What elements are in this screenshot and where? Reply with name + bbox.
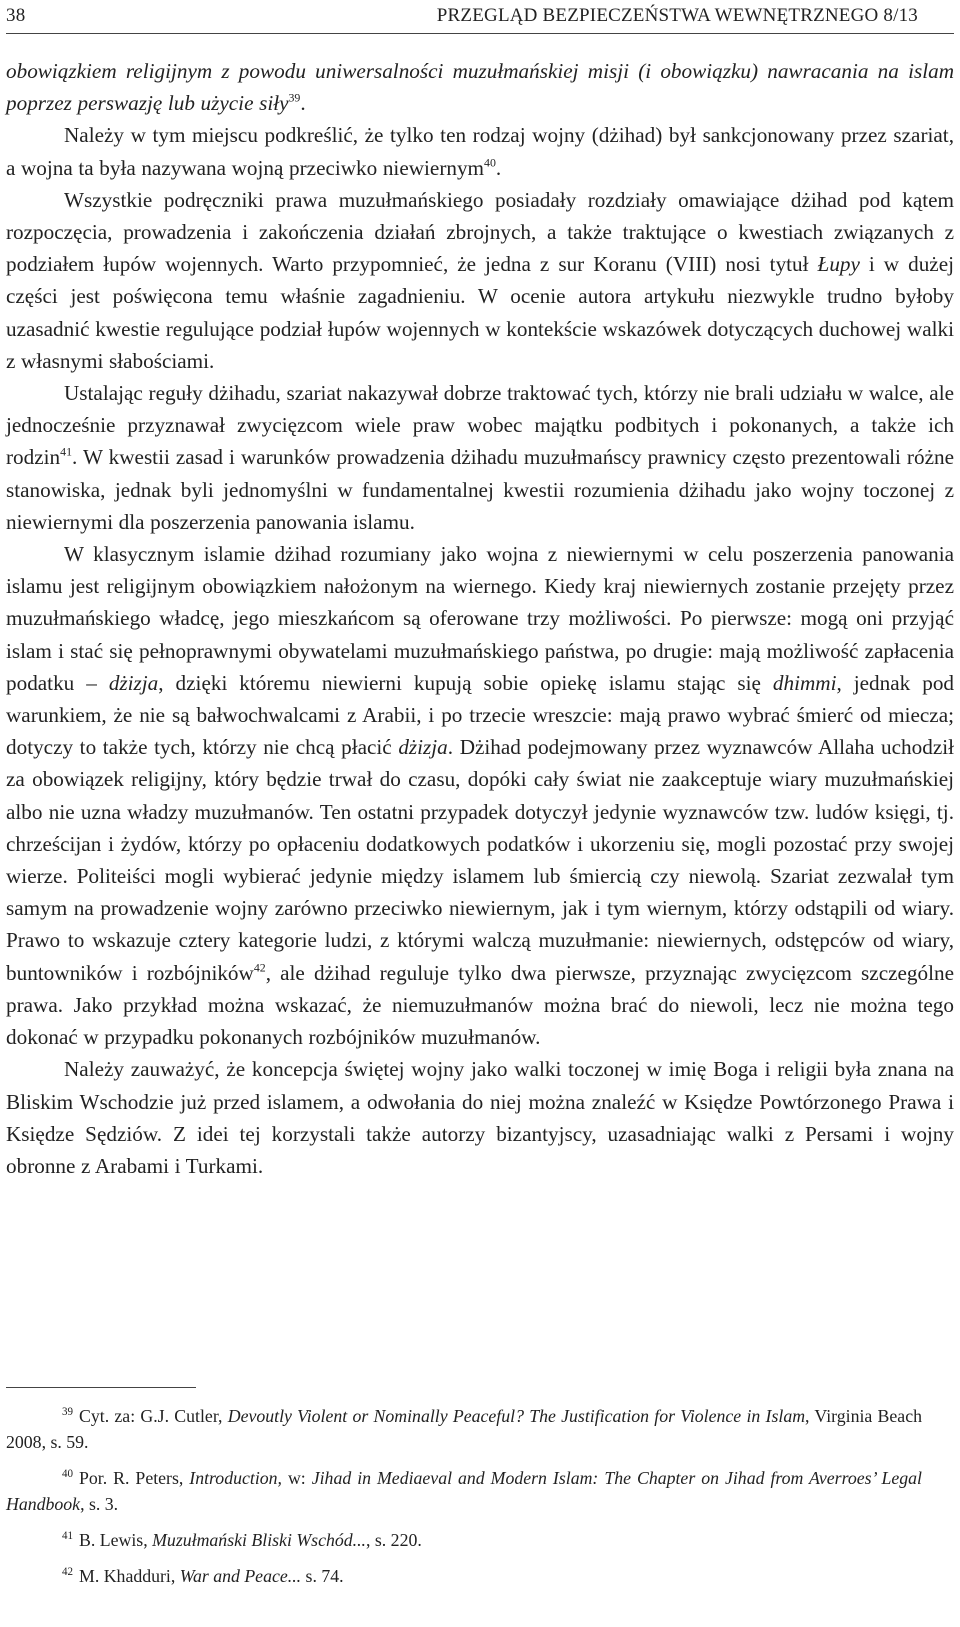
- italic-text: obowiązkiem religijnym z powodu uniwersalności muzułmańskiej misji (i obowiązku) nawracania na islam poprzez perswazję lub użycie siły: [6, 59, 954, 116]
- footnote-ref-39[interactable]: 39: [288, 90, 301, 105]
- paragraph-5: W klasycznym islamie dżihad rozumiany jako wojna z niewiernymi w celu poszerzenia panowania islamu jest religijnym obowiązkiem nałożonym na wiernego. Kiedy kraj niewiernych zostanie przejęty przez muzułmańskiego władcę, jego mieszkańcom są oferowane trzy możliwości. Po pierwsze: mogą oni przyjąć islam i stać się pełnoprawnymi obywatelami muzułmańskiego państwa, po drugie: mają możliwość zapłacenia podatku – dżizja, dzięki któremu niewierni kupują sobie opiekę islamu stając się dhimmi, jednak pod warunkiem, że nie są bałwochwalcami z Arabii, i po trzecie wreszcie: mają prawo wybrać śmierć od miecza; dotyczy to także tych, którzy nie chcą płacić dżizja. Dżihad podejmowany przez wyznawców Allaha uchodził za obowiązek religijny, który będzie trwał do czasu, dopóki cały świat nie zaakceptuje wiary muzułmańskiej albo nie uzna władzy muzułmanów. Ten ostatni przypadek dotyczył jedynie wyznawców tzw. ludów księgi, tj. chrześcijan i żydów, którzy po opłaceniu dodatkowych podatków i ukorzeniu się, mogli pozostać przy swojej wierze. Politeiści mogli wybierać jedynie między islamem lub śmiercią czy niewolą. Szariat zezwalał tym samym na prowadzenie wojny zarówno przeciwko niewiernym, jak i tym wiernym, którzy odstąpili od wiary. Prawo to wskazuje cztery kategorie ludzi, z którymi walczą muzułmanie: niewiernych, odstępców od wiary, buntowników i rozbójników$^{42}$, ale dżihad reguluje tylko dwa pierwsze, przyznając zwycięzcom szczególne prawa. Jako przykład można wskazać, że niemuzułmanów można brać do niewoli, lecz nie można tego dokonać w przypadku pokonanych rozbójników muzułmanów.: [6, 542, 955, 1050]
- italic-term-dzizja: dżizja: [108, 670, 159, 695]
- footnote-ref-42[interactable]: 42: [253, 960, 266, 975]
- paragraph-2: Należy w tym miejscu podkreślić, że tylko ten rodzaj wojny (dżihad) był sankcjonowany przez szariat, a wojna ta była nazywana wojną przeciwko niewiernym$^{40}$.: [6, 123, 954, 180]
- journal-title: PRZEGLĄD BEZPIECZEŃSTWA WEWNĘTRZNEGO 8/13: [436, 5, 918, 26]
- footnote-separator: [6, 1387, 196, 1388]
- footnote-40: $^{40}$ Por. R. Peters, Introduction, w: Jihad in Mediaeval and Modern Islam: The Chapter on Jihad from Averroes’ Legal Handbook, s. 3.: [6, 1468, 922, 1514]
- italic-term-dzizja: dżizja: [398, 735, 448, 760]
- page-number: 38: [6, 5, 26, 26]
- italic-title-lupy: Łupy: [817, 252, 860, 277]
- running-header: [6, 0, 954, 34]
- footnote-41: $^{41}$ B. Lewis, Muzułmański Bliski Wschód..., s. 220.: [62, 1530, 422, 1550]
- paragraph-1: obowiązkiem religijnym z powodu uniwersalności muzułmańskiej misji (i obowiązku) nawracania na islam poprzez perswazję lub użycie siły$^{39}$.: [6, 59, 954, 116]
- footnote-39: $^{39}$ Cyt. za: G.J. Cutler, Devoutly Violent or Nominally Peaceful? The Justification for Violence in Islam, Virginia Beach 2008, s. 59.: [6, 1406, 922, 1452]
- footnote-ref-41[interactable]: 41: [60, 444, 72, 459]
- paragraph-6: Należy zauważyć, że koncepcja świętej wojny jako walki toczonej w imię Boga i religii była znana na Bliskim Wschodzie już przed islamem, a odwołania do niej można znaleźć w Księdze Powtórzonego Prawa i Księdze Sędziów. Z idei tej korzystali także autorzy bizantyjscy, uzasadniając walki z Persami i wojny obronne z Arabami i Turkami.: [6, 1057, 954, 1178]
- paragraph-4: Ustalając reguły dżihadu, szariat nakazywał dobrze traktować tych, którzy nie brali udziału w walce, ale jednocześnie przyznawał zwycięzcom wiele praw wobec majątku podbitych i pokonanych, a także ich rodzin$^{41}$. W kwestii zasad i warunków prowadzenia dżihadu muzułmańscy prawnicy często prezentowali różne stanowiska, jednak byli jednomyślni w fundamentalnej kwestii rozumienia dżihadu jako wojny toczonej z niewiernymi dla poszerzenia panowania islamu.: [6, 381, 954, 534]
- paragraph-3: Wszystkie podręczniki prawa muzułmańskiego posiadały rozdziały omawiające dżihad pod kątem rozpoczęcia, prowadzenia i zakończenia działań zbrojnych, a także traktujące o kwestiach związanych z podziałem łupów wojennych. Warto przypomnieć, że jedna z sur Koranu (VIII) nosi tytuł Łupy i w dużej części jest poświęcona temu właśnie zagadnieniu. W ocenie autora artykułu niezwykle trudno byłoby uzasadnić kwestie regulujące podział łupów wojennych w kontekście wskazówek dotyczących duchowej walki z własnymi słabościami.: [6, 187, 954, 373]
- footnote-ref-40[interactable]: 40: [484, 155, 496, 170]
- italic-term-dhimmi: dhimmi: [772, 670, 837, 695]
- footnote-42: $^{42}$ M. Khadduri, War and Peace... s. 74.: [62, 1566, 344, 1586]
- footnotes: [6, 1403, 922, 1599]
- article-body: [6, 55, 954, 1182]
